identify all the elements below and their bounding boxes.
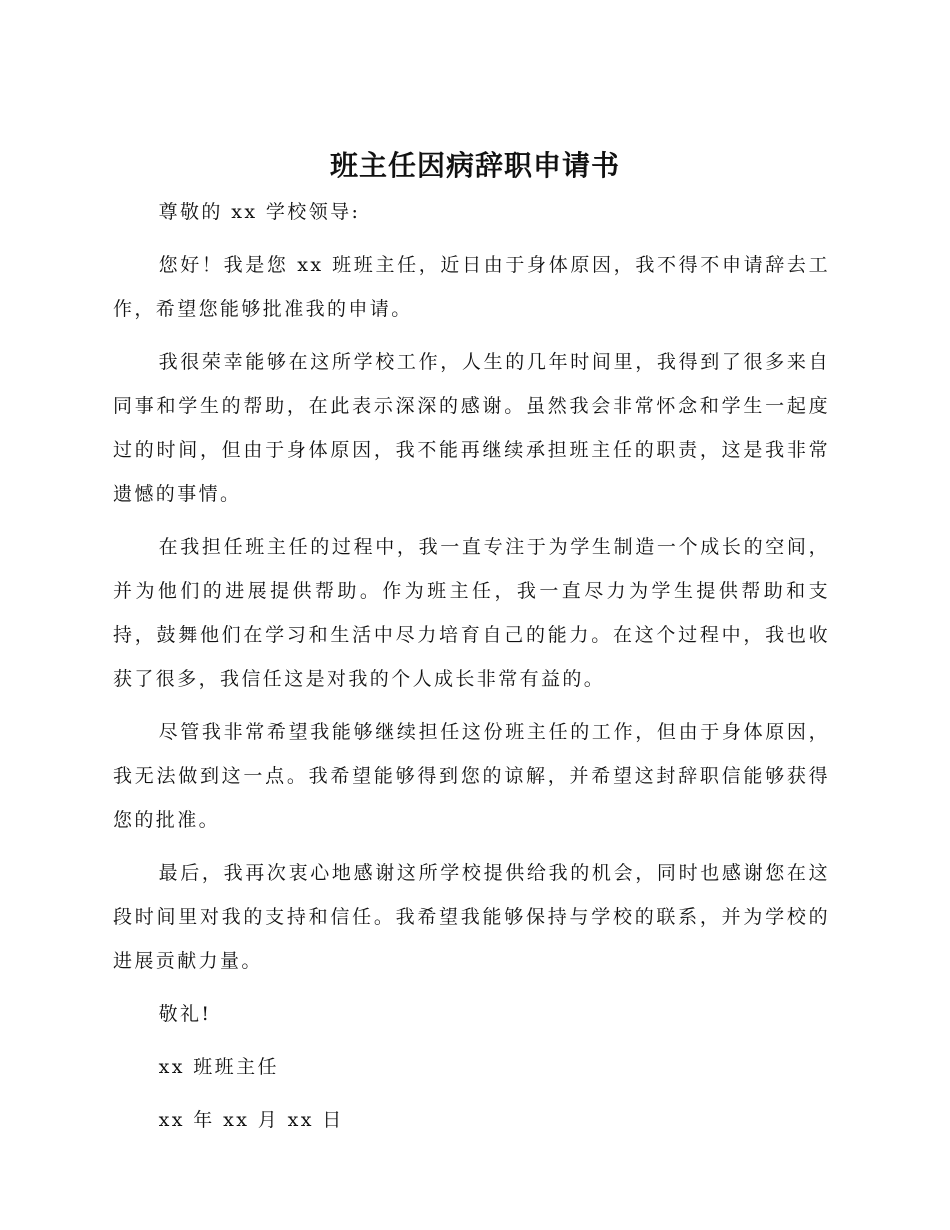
signature: xx 班班主任	[158, 1056, 279, 1078]
paragraph-request: 尽管我非常希望我能够继续担任这份班主任的工作，但由于身体原因，我无法做到这一点。我希望能够得到您的谅解，并希望这封辞职信能够获得您的批准。	[113, 721, 830, 831]
closing: 敬礼!	[158, 1003, 212, 1025]
paragraph-greeting: 您好！我是您 xx 班班主任，近日由于身体原因，我不得不申请辞去工作，希望您能够批准我的申请。	[113, 254, 830, 320]
paragraph-gratitude: 我很荣幸能够在这所学校工作，人生的几年时间里，我得到了很多来自同事和学生的帮助，在此表示深深的感谢。虽然我会非常怀念和学生一起度过的时间，但由于身体原因，我不能再继续承担班主任的职责，这是我非常遗憾的事情。	[113, 351, 830, 505]
paragraph-closing-thanks: 最后，我再次衷心地感谢这所学校提供给我的机会，同时也感谢您在这段时间里对我的支持和信任。我希望我能够保持与学校的联系，并为学校的进展贡献力量。	[113, 862, 830, 972]
paragraph-experience: 在我担任班主任的过程中，我一直专注于为学生制造一个成长的空间，并为他们的进展提供帮助。作为班主任，我一直尽力为学生提供帮助和支持，鼓舞他们在学习和生活中尽力培育自己的能力。在这个过程中，我也收获了很多，我信任这是对我的个人成长非常有益的。	[113, 536, 830, 690]
salutation: 尊敬的 xx 学校领导:	[158, 201, 361, 223]
letter-body	[113, 190, 830, 1151]
document-title: 班主任因病辞职申请书	[329, 149, 620, 182]
date: xx 年 xx 月 xx 日	[158, 1109, 344, 1131]
